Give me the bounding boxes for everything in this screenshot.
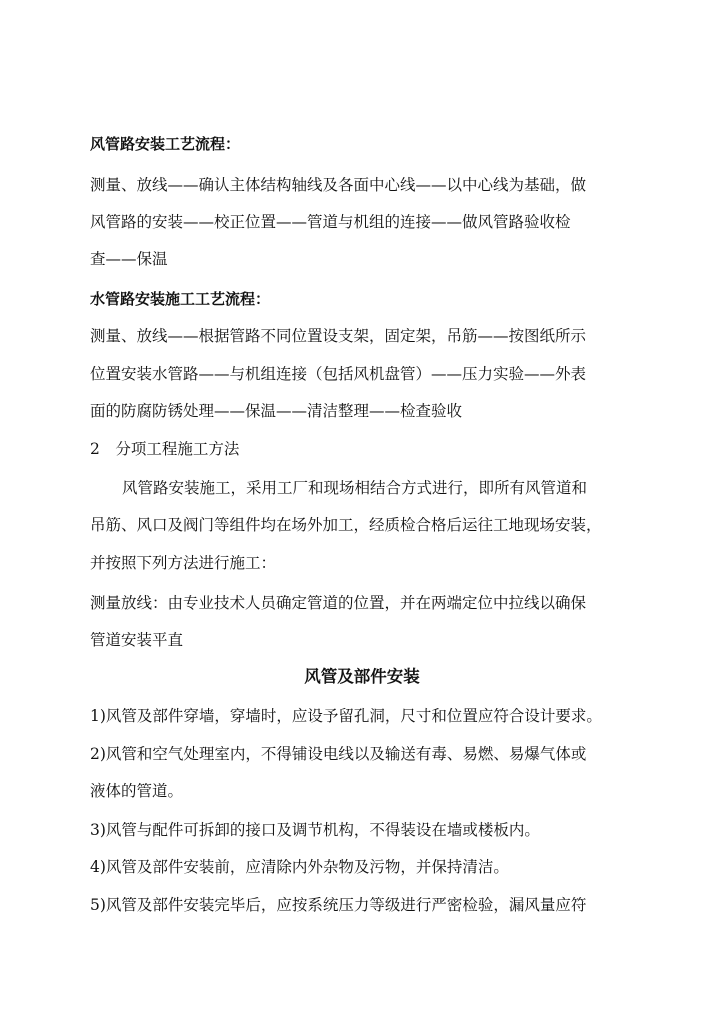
water-flow-line-3: 面的防腐防锈处理——保温——清洁整理——检查验收 [90,402,463,420]
measure-line-1: 测量放线：由专业技术人员确定管道的位置，并在两端定位中拉线以确保 [90,594,587,612]
measure-line-2: 管道安装平直 [90,631,184,649]
section-2-para-line-1: 风管路安装施工，采用工厂和现场相结合方式进行，即所有风管道和 [122,479,588,497]
component-item-5: 5)风管及部件安装完毕后，应按系统压力等级进行严密检验，漏风量应符 [90,896,587,914]
duct-flow-line-1: 测量、放线——确认主体结构轴线及各面中心线——以中心线为基础，做 [90,176,587,194]
water-flow-heading: 水管路安装施工工艺流程： [90,290,271,308]
component-item-1: 1)风管及部件穿墙，穿墙时，应设予留孔洞，尺寸和位置应符合设计要求。 [90,707,602,725]
duct-flow-line-2: 风管路的安装——校正位置——管道与机组的连接——做风管路验收检 [90,213,571,231]
component-item-2-cont: 液体的管道。 [90,782,184,800]
duct-flow-heading: 风管路安装工艺流程： [90,135,241,153]
water-flow-line-1: 测量、放线——根据管路不同位置设支架，固定架，吊筋——按图纸所示 [90,327,587,345]
duct-flow-line-3: 查——保温 [90,250,168,268]
component-item-3: 3)风管与配件可拆卸的接口及调节机构，不得装设在墙或楼板内。 [90,821,540,839]
section-2-para-line-2: 吊筋、风口及阀门等组件均在场外加工，经质检合格后运往工地现场安装， [90,516,602,534]
water-flow-line-2: 位置安装水管路——与机组连接（包括风机盘管）——压力实验——外表 [90,365,587,383]
section-2-para-line-3: 并按照下列方法进行施工： [90,554,277,572]
component-item-4: 4)风管及部件安装前，应清除内外杂物及污物，并保持清洁。 [90,858,509,876]
section-2-heading: 2 分项工程施工方法 [90,440,240,458]
component-title: 风管及部件安装 [304,667,420,686]
component-item-2: 2)风管和空气处理室内，不得铺设电线以及输送有毒、易燃、易爆气体或 [90,745,587,763]
